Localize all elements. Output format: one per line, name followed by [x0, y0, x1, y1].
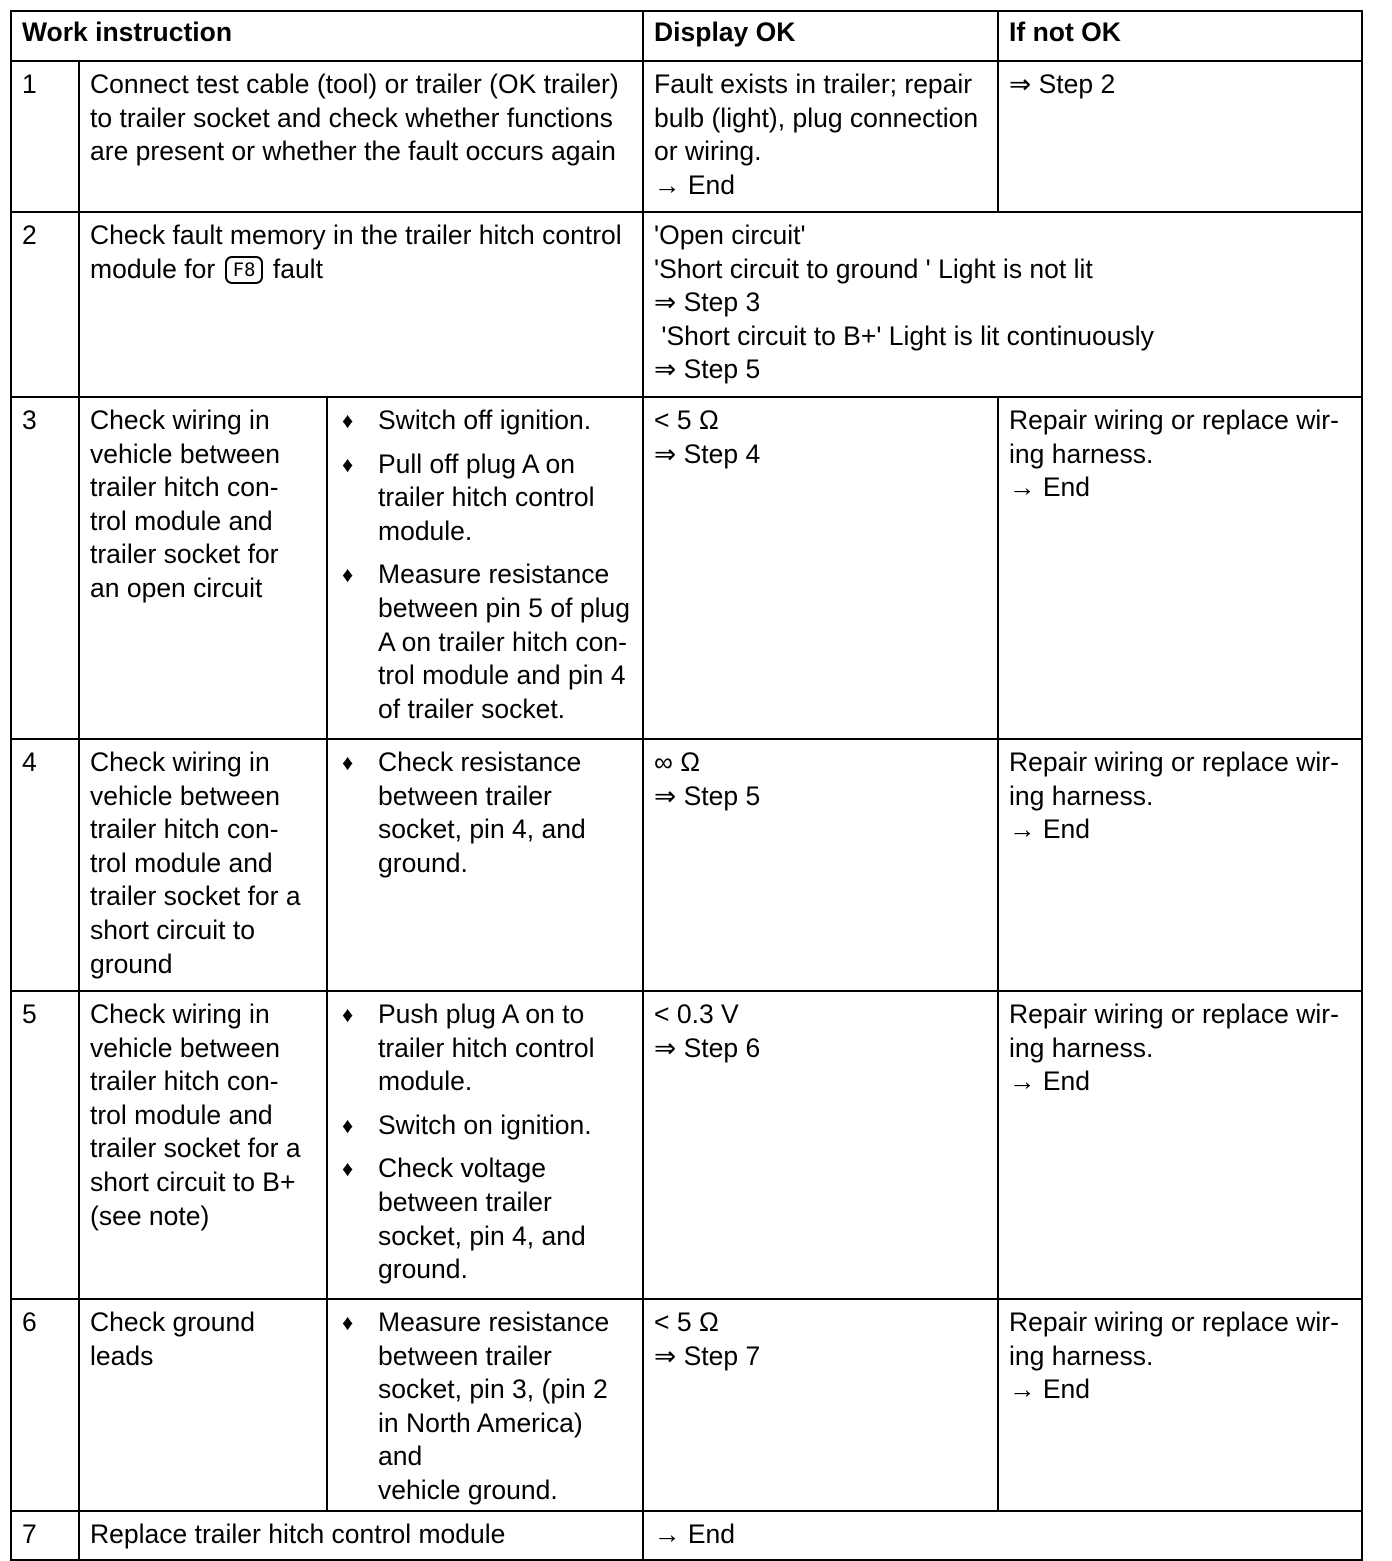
text-line: between pin 5 of plug — [378, 592, 630, 623]
text-line: Repair wiring or replace wir- — [1009, 999, 1339, 1029]
text-line: ing harness. — [1009, 1340, 1154, 1371]
header-if-not-ok: If not OK — [998, 11, 1362, 61]
text-line: of trailer socket. — [378, 693, 566, 724]
work-instruction-cell — [79, 1511, 643, 1560]
if-not-ok-cell — [998, 397, 1362, 739]
text-line: Check wiring in — [90, 999, 270, 1029]
diamond-bullet-icon: ♦ — [342, 1002, 354, 1027]
text-line: Check wiring in — [90, 405, 270, 435]
list-item — [338, 1109, 632, 1143]
text-line: < 5 Ω — [654, 1307, 719, 1337]
text-line: to trailer socket and check whether functions — [90, 102, 613, 133]
text-line: Repair wiring or replace wir- — [1009, 1307, 1339, 1337]
text-line: Switch on ignition. — [378, 1109, 592, 1140]
text-line: Pull off plug A on — [378, 448, 575, 479]
if-not-ok-cell — [998, 1299, 1362, 1511]
diamond-bullet-icon: ♦ — [342, 1310, 354, 1335]
text-line: → End — [1009, 1374, 1091, 1405]
work-instruction-cell — [79, 61, 643, 212]
text-line: Measure resistance — [378, 1307, 610, 1337]
text-line: Repair wiring or replace wir- — [1009, 747, 1339, 777]
document-page — [10, 10, 1363, 1561]
text-line: vehicle between — [90, 438, 281, 469]
header-row — [11, 11, 1362, 61]
text-line: leads — [90, 1340, 154, 1371]
list-item — [338, 558, 632, 726]
text-line: → End — [1009, 814, 1091, 845]
text-line: Push plug A on to — [378, 999, 585, 1029]
text-line: module. — [378, 515, 473, 546]
text-line: Check ground — [90, 1307, 255, 1337]
display-ok-cell — [643, 991, 998, 1299]
diamond-bullet-icon: ♦ — [342, 1156, 354, 1182]
text-line: Check resistance — [378, 747, 582, 777]
work-instruction-table — [10, 10, 1363, 1561]
text-line: Check voltage — [378, 1153, 546, 1184]
display-ok-cell — [643, 397, 998, 739]
step-number: 6 — [11, 1299, 79, 1511]
text-line: < 5 Ω — [654, 405, 719, 435]
text-line: ⇒ Step 3 — [654, 287, 761, 318]
step-number: 2 — [11, 212, 79, 397]
procedure-cell — [327, 739, 643, 991]
procedure-cell — [327, 1299, 643, 1511]
display-ok-cell — [643, 61, 998, 212]
text-line: socket, pin 4, and — [378, 814, 586, 845]
diamond-bullet-icon: ♦ — [342, 451, 354, 477]
text-line: ⇒ Step 2 — [1009, 69, 1116, 99]
text-line: in North America) and — [378, 1407, 583, 1472]
check-description-cell — [79, 739, 327, 991]
text-line: short circuit to B+ — [90, 1166, 296, 1197]
text-line: an open circuit — [90, 572, 263, 603]
table-row — [11, 1511, 1362, 1560]
procedure-cell — [327, 397, 643, 739]
text-line: trol module and — [90, 1099, 273, 1130]
text-line: ing harness. — [1009, 780, 1154, 811]
text-line: Fault exists in trailer; repair — [654, 69, 973, 99]
header-display-ok: Display OK — [643, 11, 998, 61]
text-line: trailer hitch con- — [90, 472, 279, 503]
text-line: between trailer — [378, 1186, 552, 1217]
text-line: or wiring. — [654, 136, 762, 167]
text-line: Switch off ignition. — [378, 405, 592, 435]
f8-key-icon: F8 — [225, 256, 264, 284]
text-line: → End — [1009, 472, 1091, 503]
instruction-suffix: fault — [272, 253, 323, 284]
display-ok-cell — [643, 1511, 1362, 1560]
diamond-bullet-icon: ♦ — [342, 1112, 354, 1138]
list-item — [338, 1306, 632, 1508]
text-line: trailer hitch control — [378, 1032, 595, 1063]
text-line: trailer hitch control — [378, 482, 595, 513]
text-line: Measure resistance — [378, 559, 610, 590]
text-line: ing harness. — [1009, 438, 1154, 469]
procedure-list — [338, 746, 632, 880]
text-line: trailer socket for a — [90, 881, 301, 912]
work-instruction-cell — [79, 212, 643, 397]
step-number: 1 — [11, 61, 79, 212]
text-line: ing harness. — [1009, 1032, 1154, 1063]
table-row — [11, 61, 1362, 212]
text-line: trailer hitch con- — [90, 814, 279, 845]
table-row — [11, 1299, 1362, 1511]
check-description-cell — [79, 1299, 327, 1511]
text-line: < 0.3 V — [654, 999, 739, 1029]
step-number: 5 — [11, 991, 79, 1299]
check-description-cell — [79, 397, 327, 739]
text-line: 'Open circuit' — [654, 220, 806, 250]
diamond-bullet-icon: ♦ — [342, 408, 354, 433]
text-line: trol module and — [90, 505, 273, 536]
text-line: Replace trailer hitch control module — [90, 1518, 506, 1549]
list-item — [338, 404, 632, 438]
procedure-list — [338, 1306, 632, 1508]
header-work-instruction: Work instruction — [11, 11, 643, 61]
display-ok-cell — [643, 739, 998, 991]
text-line: 'Short circuit to B+' Light is lit continuously — [654, 320, 1154, 351]
text-line: ⇒ Step 5 — [654, 354, 761, 385]
text-line: are present or whether the fault occurs again — [90, 136, 616, 167]
text-line — [90, 253, 632, 287]
table-row — [11, 212, 1362, 397]
text-line: 'Short circuit to ground ' Light is not lit — [654, 253, 1093, 284]
list-item — [338, 1152, 632, 1286]
diamond-bullet-icon: ♦ — [342, 562, 354, 588]
text-line: → End — [654, 1518, 736, 1549]
step-number: 7 — [11, 1511, 79, 1560]
text-line: between trailer — [378, 1340, 552, 1371]
instruction-prefix: module for — [90, 253, 216, 284]
text-line: vehicle ground. — [378, 1474, 558, 1505]
diamond-bullet-icon: ♦ — [342, 750, 354, 775]
text-line: module. — [378, 1066, 473, 1097]
text-line: ground — [90, 948, 173, 979]
table-row — [11, 397, 1362, 739]
procedure-list — [338, 404, 632, 726]
text-line: trailer socket for — [90, 539, 279, 570]
text-line: → End — [1009, 1066, 1091, 1097]
step-number: 4 — [11, 739, 79, 991]
check-description-cell — [79, 991, 327, 1299]
text-line: trailer socket for a — [90, 1133, 301, 1164]
procedure-cell — [327, 991, 643, 1299]
table-row — [11, 991, 1362, 1299]
text-line: trol module and — [90, 847, 273, 878]
text-line: ⇒ Step 4 — [654, 438, 761, 469]
text-line: socket, pin 3, (pin 2 — [378, 1374, 608, 1405]
text-line: bulb (light), plug connection — [654, 102, 979, 133]
list-item — [338, 746, 632, 880]
display-ok-cell — [643, 1299, 998, 1511]
text-line: socket, pin 4, and — [378, 1220, 586, 1251]
list-item — [338, 998, 632, 1099]
text-line: trailer hitch con- — [90, 1066, 279, 1097]
if-not-ok-cell — [998, 991, 1362, 1299]
list-item — [338, 448, 632, 549]
text-line: Repair wiring or replace wir- — [1009, 405, 1339, 435]
text-line: Connect test cable (tool) or trailer (OK trailer) — [90, 69, 619, 99]
display-ok-cell — [643, 212, 1362, 397]
text-line: Check fault memory in the trailer hitch control — [90, 220, 622, 250]
if-not-ok-cell — [998, 61, 1362, 212]
text-line: ⇒ Step 6 — [654, 1032, 761, 1063]
text-line: A on trailer hitch con- — [378, 626, 627, 657]
text-line: ⇒ Step 7 — [654, 1340, 761, 1371]
text-line: → End — [654, 169, 736, 200]
text-line: trol module and pin 4 — [378, 660, 626, 691]
text-line: Check wiring in — [90, 747, 270, 777]
text-line: ground. — [378, 1254, 468, 1285]
step-number: 3 — [11, 397, 79, 739]
table-row — [11, 739, 1362, 991]
procedure-list — [338, 998, 632, 1287]
text-line: ∞ Ω — [654, 747, 701, 777]
text-line: vehicle between — [90, 780, 281, 811]
text-line: between trailer — [378, 780, 552, 811]
text-line: vehicle between — [90, 1032, 281, 1063]
text-line: (see note) — [90, 1200, 210, 1231]
text-line: ground. — [378, 847, 468, 878]
if-not-ok-cell — [998, 739, 1362, 991]
text-line: short circuit to — [90, 914, 255, 945]
text-line: ⇒ Step 5 — [654, 780, 761, 811]
